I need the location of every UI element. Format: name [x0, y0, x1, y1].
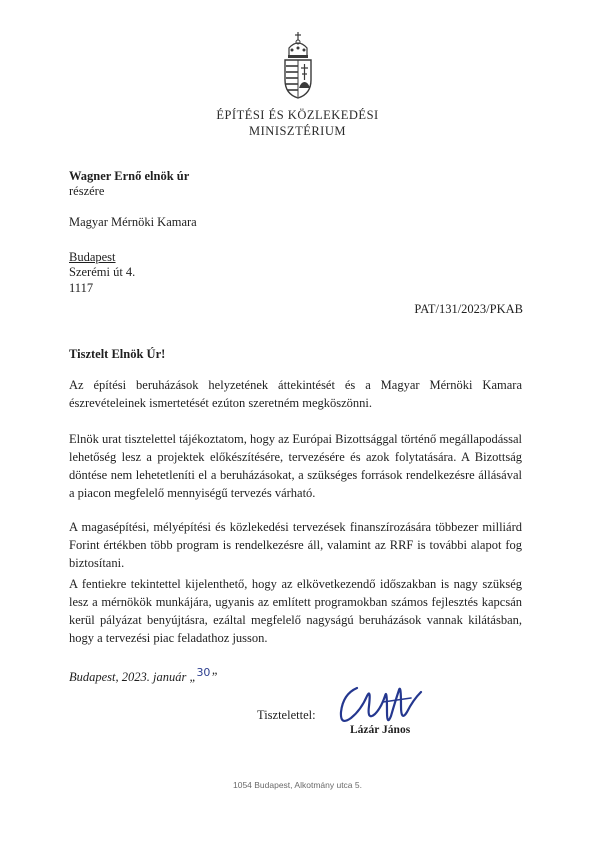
- letterhead-line1: ÉPÍTÉSI ÉS KÖZLEKEDÉSI: [216, 108, 379, 122]
- recipient-for: részére: [69, 184, 105, 198]
- date-suffix: ”: [210, 670, 218, 684]
- recipient-organization: Magyar Mérnöki Kamara: [69, 215, 197, 229]
- signer-name: Lázár János: [350, 724, 411, 736]
- recipient-postcode: 1117: [69, 281, 94, 295]
- recipient-name: Wagner Ernő elnök úr: [69, 169, 190, 183]
- recipient-city: Budapest: [69, 250, 116, 264]
- body-paragraph-1: Az építési beruházások helyzetének áttekintését és a Magyar Mérnöki Kamara észrevételeinek ismertetését ezúton szeretném megköszönni.: [69, 378, 522, 410]
- footer-address: 1054 Budapest, Alkotmány utca 5.: [232, 780, 362, 790]
- recipient-street: Szerémi út 4.: [69, 265, 136, 279]
- hungarian-coat-of-arms-icon: [281, 30, 315, 100]
- closing-text: Tisztelettel:: [257, 708, 316, 722]
- body-paragraph-3: A magasépítési, mélyépítési és közlekedési tervezések finanszírozására többezer milliárd Forint értékben több program is rendelkezésre áll, valamint az RRF is további alapot fog biztosítani.: [69, 520, 522, 570]
- salutation: Tisztelt Elnök Úr!: [69, 347, 166, 361]
- reference-number: PAT/131/2023/PKAB: [414, 302, 523, 316]
- letterhead-line2: MINISZTÉRIUM: [249, 124, 346, 138]
- date-day-handwritten: 30: [196, 666, 211, 679]
- body-paragraph-2: Elnök urat tisztelettel tájékoztatom, hogy az Európai Bizottsággal történő megállapodással lehetőség lesz a projektek előkészítésére, tervezésére és azok folytatására. A Bizottság döntése nem lehetetleníti el a beruházásokat, a szükséges források rendelkezésre állásával a piacon megfelelő mennyiségű tervezés várható.: [69, 432, 522, 500]
- date-prefix: Budapest, 2023. január „: [69, 670, 197, 684]
- date-line: [69, 666, 218, 685]
- body-paragraph-4: A fentiekre tekintettel kijelenthető, hogy az elkövetkezendő időszakban is nagy szükség lesz a mérnökök munkájára, ugyanis az említett programokban számos fejlesztés kapcsán kerül pályázat benyújtásra, ezáltal megfelelő nagyságú beruházások vannak kilátásban, hogy a tervezési piac feladathoz jusson.: [69, 577, 522, 645]
